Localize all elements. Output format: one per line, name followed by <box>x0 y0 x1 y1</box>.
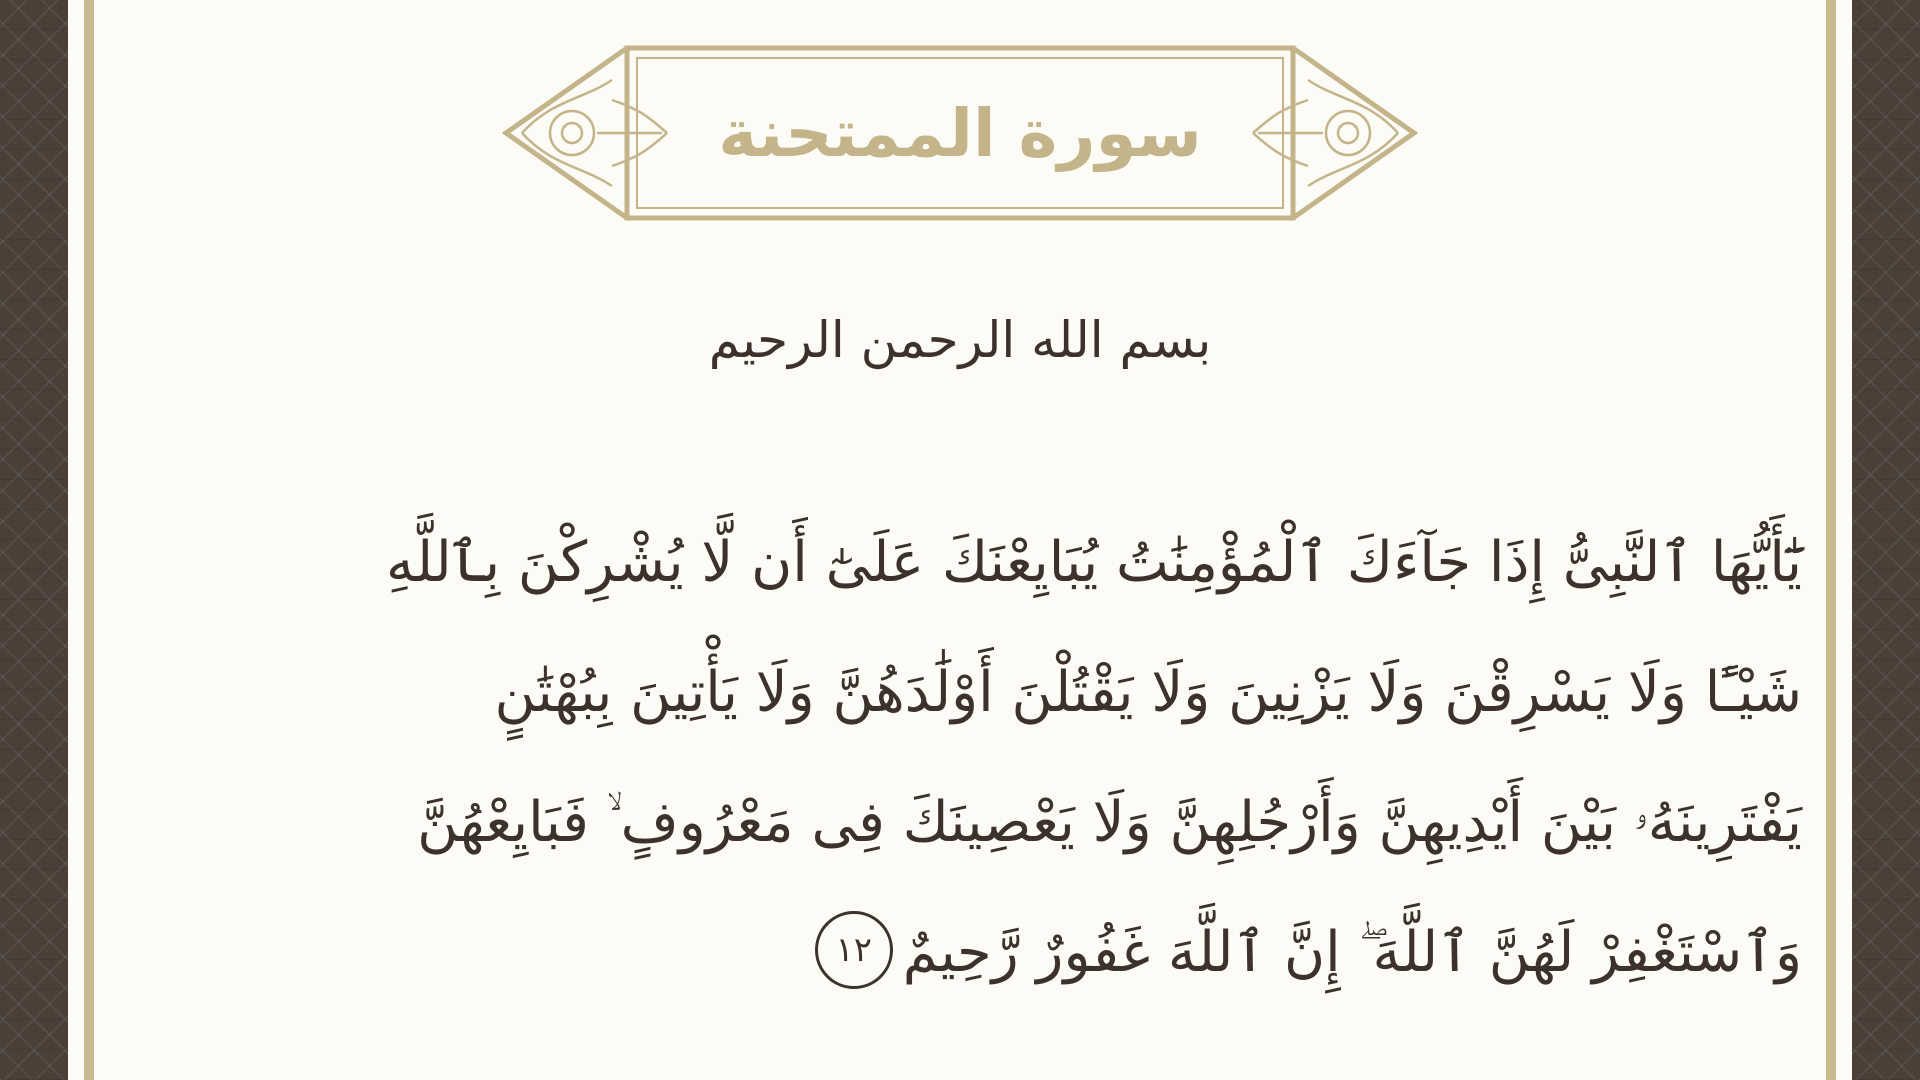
right-ornamental-border <box>1852 0 1920 1080</box>
verse-line-4 <box>182 888 1802 1018</box>
verse-line-3: يَفْتَرِينَهُۥ بَيْنَ أَيْدِيهِنَّ وَأَرْجُلِهِنَّ وَلَا يَعْصِينَكَ فِى مَعْرُوفٍ ۙ فَبَايِعْهُنَّ <box>417 790 1802 855</box>
verse-line-4-text: وَٱسْتَغْفِرْ لَهُنَّ ٱللَّهَ ۖ إِنَّ ٱللَّهَ غَفُورٌ رَّحِيمٌ <box>902 920 1802 985</box>
verse-line-2: شَيْـًٔا وَلَا يَسْرِقْنَ وَلَا يَزْنِينَ وَلَا يَقْتُلْنَ أَوْلَٰدَهُنَّ وَلَا يَأْتِينَ بِبُهْتَٰنٍ <box>494 660 1802 725</box>
right-gold-rule <box>1826 0 1836 1080</box>
surah-title-cartouche <box>502 40 1418 226</box>
verse-line-1: يَٰٓأَيُّهَا ٱلنَّبِىُّ إِذَا جَآءَكَ ٱلْمُؤْمِنَٰتُ يُبَايِعْنَكَ عَلَىٰٓ أَن لَّا يُشْرِكْنَ بِٱللَّهِ <box>386 530 1802 595</box>
left-ornamental-border <box>0 0 68 1080</box>
verse-text <box>182 498 1802 1018</box>
basmala: بسم الله الرحمن الرحيم <box>708 311 1212 369</box>
left-gold-rule <box>84 0 94 1080</box>
ayah-number-marker: ١٢ <box>815 911 893 989</box>
surah-title: سورة الممتحنة <box>718 94 1202 172</box>
